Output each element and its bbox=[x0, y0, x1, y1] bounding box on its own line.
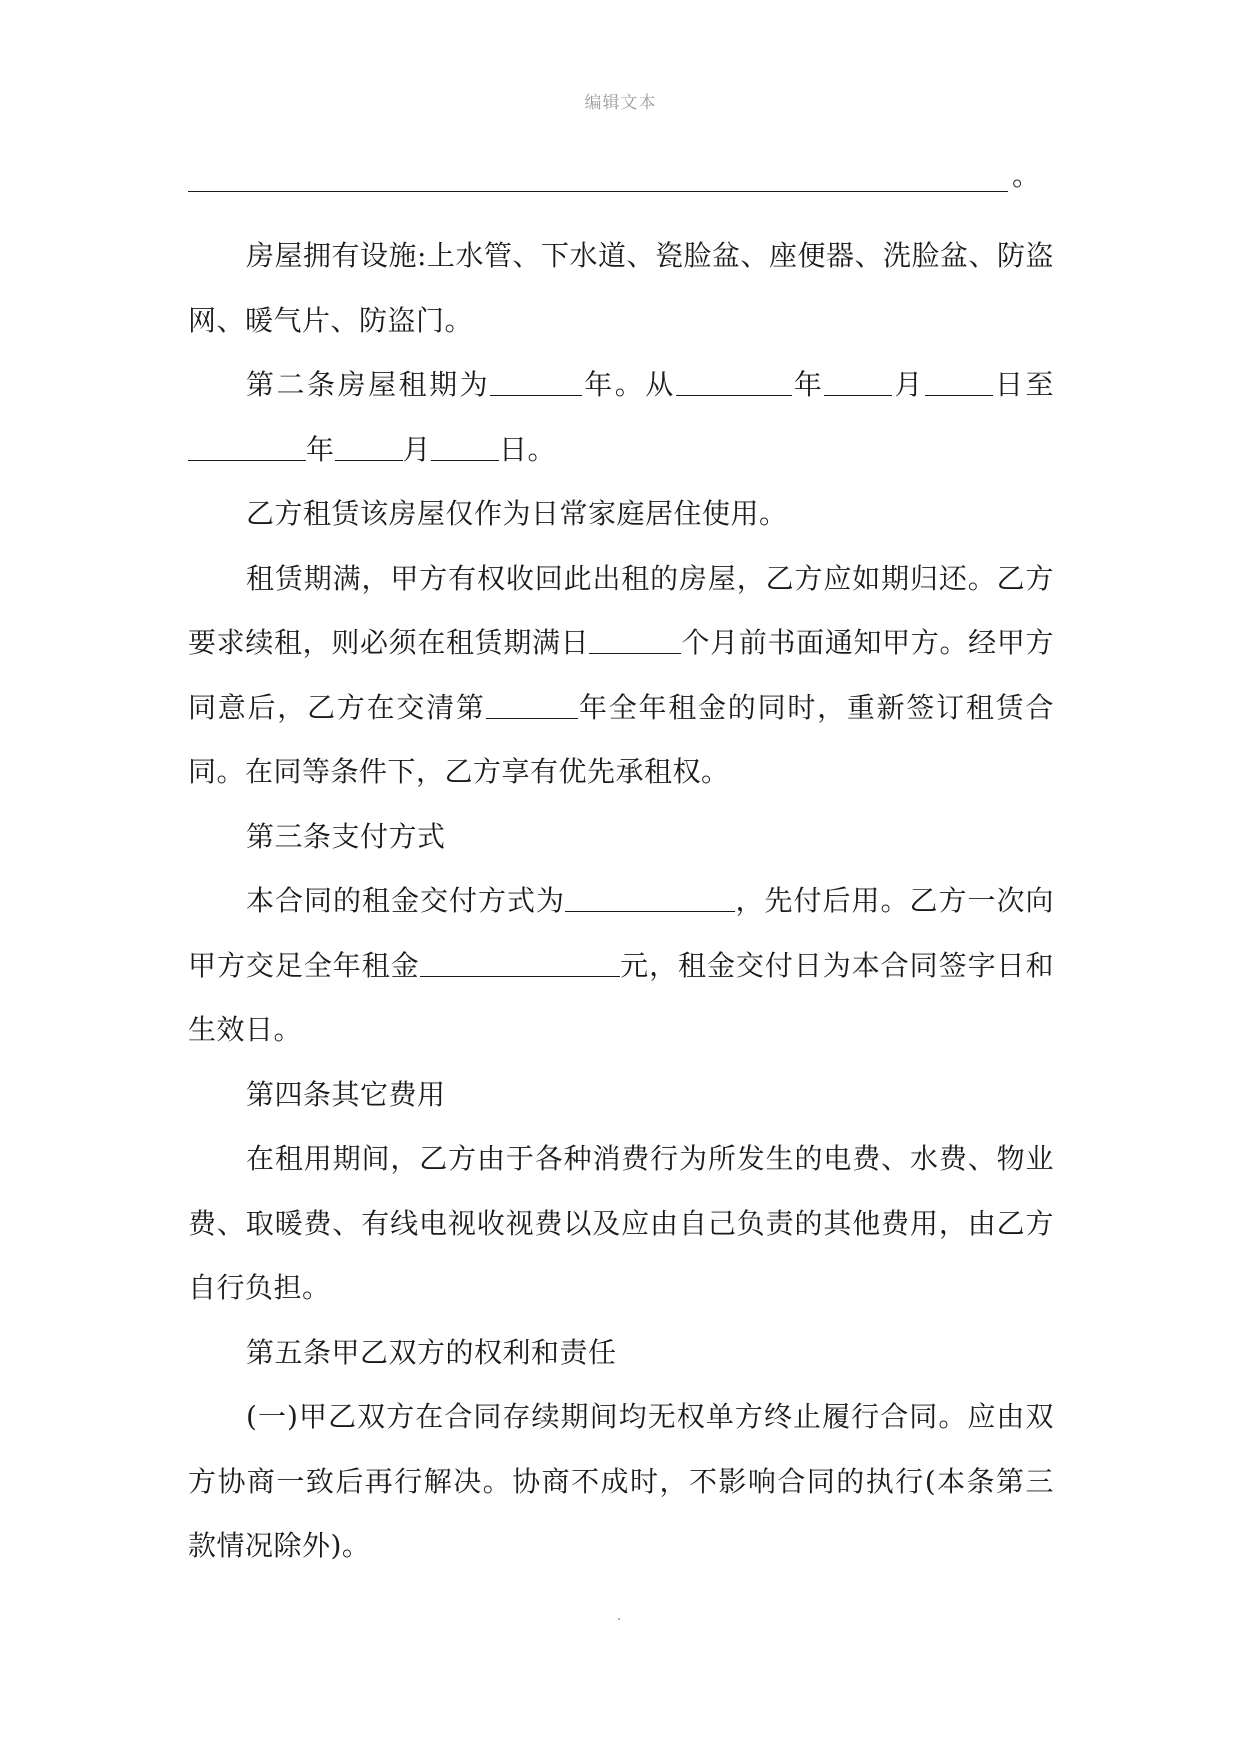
payment-text-3: 元，租金交付日为本合同签字日和生效日。 bbox=[188, 948, 1054, 1046]
rent-year-blank[interactable] bbox=[486, 691, 578, 719]
start-year-blank[interactable] bbox=[676, 369, 792, 397]
article-4-title: 第四条其它费用 bbox=[246, 1077, 446, 1111]
renewal-paragraph bbox=[188, 547, 1054, 805]
other-fees-paragraph: 在租用期间，乙方由于各种消费行为所发生的电费、水费、物业费、取暖费、有线电视收视费以及应由自己负责的其他费用，由乙方自行负担。 bbox=[188, 1142, 1054, 1304]
page-header: 编辑文本 bbox=[584, 93, 657, 113]
renewal-text-3: 年全年租金的同时，重新签订租赁合同。在同等条件下，乙方享有优先承租权。 bbox=[188, 690, 1054, 788]
document-body bbox=[188, 160, 1054, 1579]
facilities-paragraph: 房屋拥有设施:上水管、下水道、瓷脸盆、座便器、洗脸盆、防盗网、暖气片、防盗门。 bbox=[188, 239, 1054, 337]
blank-line bbox=[188, 160, 1054, 192]
article-3-title: 第三条支付方式 bbox=[246, 819, 446, 853]
end-day-blank[interactable] bbox=[431, 433, 499, 461]
page-marker-dot bbox=[618, 1618, 620, 1620]
month-label: 月 bbox=[402, 432, 432, 466]
start-month-blank[interactable] bbox=[824, 369, 892, 397]
month-label: 月 bbox=[892, 368, 925, 401]
from-label: 年。从 bbox=[582, 368, 676, 401]
renewal-text-1: 租赁期满，甲方有权收回此出租的房屋，乙方应如期归还。乙方要求续租，则必须在租赁期满日 bbox=[188, 561, 1054, 659]
start-day-blank[interactable] bbox=[925, 369, 993, 397]
fill-in-rule[interactable] bbox=[188, 161, 1008, 192]
end-punctuation: 。 bbox=[1012, 159, 1041, 192]
payment-paragraph bbox=[188, 869, 1054, 1063]
lease-years-blank[interactable] bbox=[490, 369, 582, 397]
payment-text-1: 本合同的租金交付方式为 bbox=[246, 884, 565, 917]
rights-paragraph: (一)甲乙双方在合同存续期间均无权单方终止履行合同。应由双方协商一致后再行解决。协商不成时，不影响合同的执行(本条第三款情况除外)。 bbox=[188, 1400, 1054, 1562]
payment-text-2: ，先付后用。乙方一次向甲方交足全年租金 bbox=[188, 884, 1054, 982]
lease-term-label: 第二条房屋租期为 bbox=[246, 368, 491, 401]
year-label: 年 bbox=[306, 432, 335, 466]
lease-term-paragraph bbox=[188, 353, 1054, 482]
notice-months-blank[interactable] bbox=[589, 627, 681, 655]
year-label: 年 bbox=[791, 368, 825, 401]
annual-rent-blank[interactable] bbox=[420, 949, 620, 977]
day-to-label: 日至 bbox=[992, 368, 1054, 401]
day-label: 日。 bbox=[499, 432, 557, 466]
article-5-title: 第五条甲乙双方的权利和责任 bbox=[246, 1335, 617, 1369]
renewal-text-2: 个月前书面通知甲方。经甲方同意后，乙方在交清第 bbox=[188, 626, 1054, 724]
usage-paragraph: 乙方租赁该房屋仅作为日常家庭居住使用。 bbox=[246, 497, 788, 530]
end-year-blank[interactable] bbox=[188, 433, 306, 461]
payment-method-blank[interactable] bbox=[565, 885, 735, 913]
end-month-blank[interactable] bbox=[335, 433, 403, 461]
